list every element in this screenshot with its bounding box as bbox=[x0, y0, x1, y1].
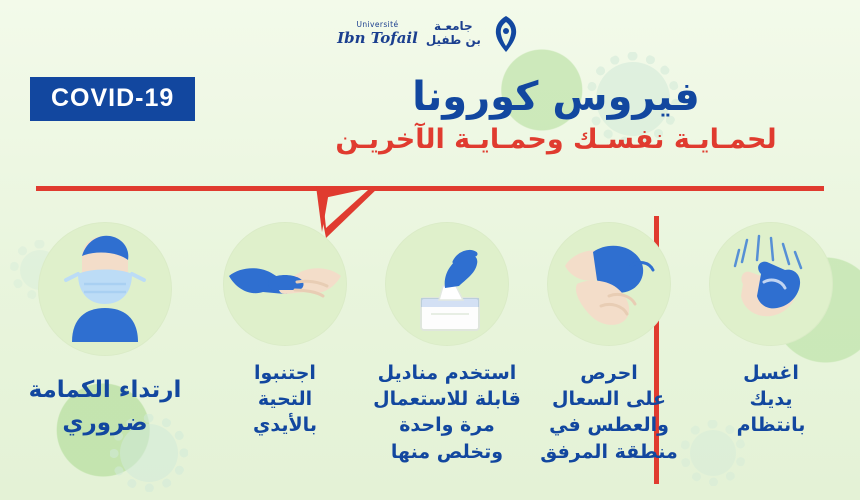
page-subtitle: لحمـايـة نفسـك وحمـايـة الآخريـن bbox=[335, 124, 777, 155]
logo-arabic-line1: جامعـة bbox=[433, 19, 473, 34]
washing-hands-icon bbox=[709, 222, 833, 346]
bird-logo-icon bbox=[489, 14, 523, 54]
logo-french-small: Université bbox=[356, 20, 399, 30]
covid-badge: COVID-19 bbox=[30, 77, 195, 121]
logo-arabic-line2: بن طفيل bbox=[425, 33, 481, 47]
step-caption: احرص على السعال والعطس في منطقة المرفق bbox=[540, 362, 678, 463]
step-use-tissue bbox=[372, 222, 522, 465]
step-caption: اغسل يديك بانتظام bbox=[736, 362, 806, 437]
tissue-box-icon bbox=[385, 222, 509, 346]
title-block bbox=[276, 74, 836, 157]
university-logo bbox=[0, 6, 860, 62]
step-caption: استخدم مناديل قابلة للاستعمال مرة واحدة وتخلص منها bbox=[373, 362, 521, 463]
step-wear-mask bbox=[12, 222, 198, 441]
handshake-icon bbox=[223, 222, 347, 346]
step-wash-hands bbox=[696, 222, 846, 439]
logo-french-big: Ibn Tofail bbox=[337, 28, 418, 47]
step-cough-elbow bbox=[534, 222, 684, 465]
cough-into-elbow-icon bbox=[547, 222, 671, 346]
face-mask-icon bbox=[38, 222, 172, 356]
page-title: فيروس كورونا bbox=[412, 74, 700, 120]
step-avoid-handshake bbox=[210, 222, 360, 439]
horizontal-divider bbox=[36, 186, 824, 191]
step-caption: ارتداء الكمامة ضروري bbox=[28, 377, 182, 437]
prevention-steps-row bbox=[0, 222, 860, 492]
step-caption: اجتنبوا التحية بالأيدي bbox=[253, 362, 317, 437]
